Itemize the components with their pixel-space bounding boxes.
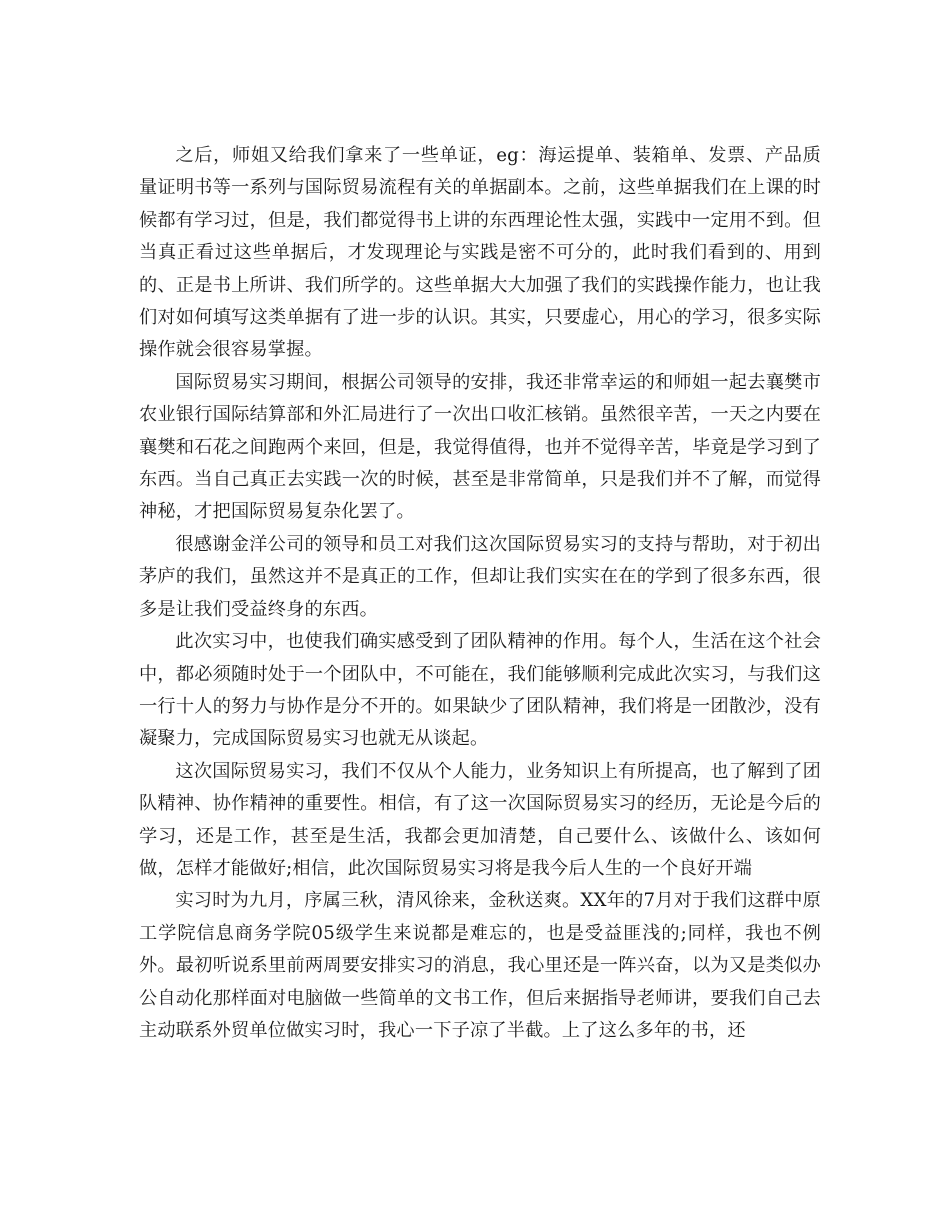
paragraph-3: 很感谢金洋公司的领导和员工对我们这次国际贸易实习的支持与帮助，对于初出茅庐的我们，虽然这并不是真正的工作，但却让我们实实在在的学到了很多东西，很多是让我们受益终身的东西。 [139, 533, 821, 620]
paragraph-4: 此次实习中，也使我们确实感受到了团队精神的作用。每个人，生活在这个社会中，都必须随时处于一个团队中，不可能在，我们能够顺利完成此次实习，与我们这一行十人的努力与协作是分不开的。如果缺少了团队精神，我们将是一团散沙，没有凝聚力，完成国际贸易实习也就无从谈起。 [139, 631, 821, 750]
paragraph-5: 这次国际贸易实习，我们不仅从个人能力，业务知识上有所提高，也了解到了团队精神、协作精神的重要性。相信，有了这一次国际贸易实习的经历，无论是今后的学习，还是工作，甚至是生活，我都会更加清楚，自己要什么、该做什么、该如何做，怎样才能做好;相信，此次国际贸易实习将是我今后人生的一个良好开端 [139, 760, 821, 879]
paragraph-2: 国际贸易实习期间，根据公司领导的安排，我还非常幸运的和师姐一起去襄樊市农业银行国际结算部和外汇局进行了一次出口收汇核销。虽然很辛苦，一天之内要在襄樊和石花之间跑两个来回，但是，我觉得值得，也并不觉得辛苦，毕竟是学习到了东西。当自己真正去实践一次的时候，甚至是非常简单，只是我们并不了解，而觉得神秘，才把国际贸易复杂化罢了。 [139, 371, 821, 523]
document-body [139, 140, 821, 1047]
paragraph-6: 实习时为九月，序属三秋，清风徐来，金秋送爽。XX年的7月对于我们这群中原工学院信息商务学院05级学生来说都是难忘的，也是受益匪浅的;同样，我也不例外。最初听说系里前两周要安排实习的消息，我心里还是一阵兴奋，以为又是类似办公自动化那样面对电脑做一些简单的文书工作，但后来据指导老师讲，要我们自己去主动联系外贸单位做实习时，我心一下子凉了半截。上了这么多年的书，还 [139, 890, 821, 1041]
paragraph-1: 之后，师姐又给我们拿来了一些单证，eg：海运提单、装箱单、发票、产品质量证明书等一系列与国际贸易流程有关的单据副本。之前，这些单据我们在上课的时候都有学习过，但是，我们都觉得书上讲的东西理论性太强，实践中一定用不到。但当真正看过这些单据后，才发现理论与实践是密不可分的，此时我们看到的、用到的、正是书上所讲、我们所学的。这些单据大大加强了我们的实践操作能力，也让我们对如何填写这类单据有了进一步的认识。其实，只要虚心，用心的学习，很多实际操作就会很容易掌握。 [139, 145, 821, 361]
